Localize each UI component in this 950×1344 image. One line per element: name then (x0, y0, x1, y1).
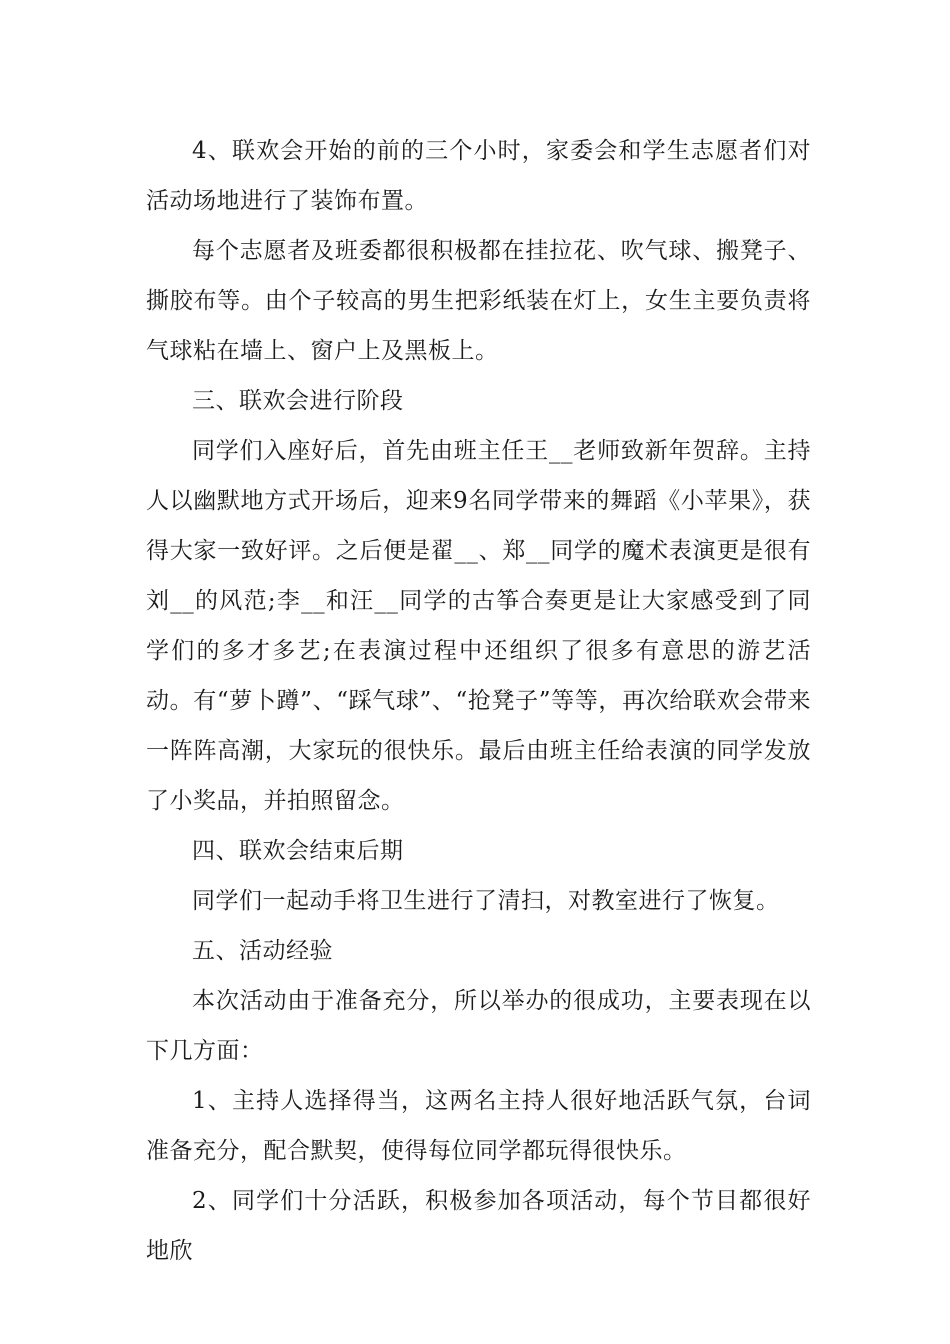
paragraph-volunteers: 每个志愿者及班委都很积极都在挂拉花、吹气球、搬凳子、撕胶布等。由个子较高的男生把彩纸装在灯上，女生主要负责将气球粘在墙上、窗户上及黑板上。 (146, 238, 811, 364)
section-heading-party-stage: 三、联欢会进行阶段 (192, 388, 404, 414)
paragraph-experience-intro: 本次活动由于准备充分，所以举办的很成功，主要表现在以下几方面： (146, 988, 811, 1064)
paragraph-decoration-setup: 4、联欢会开始的前的三个小时，家委会和学生志愿者们对活动场地进行了装饰布置。 (146, 138, 811, 214)
paragraph-point-hosts: 1、主持人选择得当，这两名主持人很好地活跃气氛，台词准备充分，配合默契，使得每位同学都玩得很快乐。 (146, 1088, 811, 1164)
section-heading-after-party: 四、联欢会结束后期 (192, 838, 404, 864)
paragraph-point-students: 2、同学们十分活跃，积极参加各项活动，每个节目都很好地欣 (146, 1188, 811, 1264)
paragraph-cleanup: 同学们一起动手将卫生进行了清扫，对教室进行了恢复。 (192, 888, 780, 914)
document-body (146, 126, 811, 1276)
section-heading-experience: 五、活动经验 (192, 938, 333, 964)
paragraph-performances: 同学们入座好后，首先由班主任王__老师致新年贺辞。主持人以幽默地方式开场后，迎来9名同学带来的舞蹈《小苹果》，获得大家一致好评。之后便是翟__、郑__同学的魔术表演更是很有刘__的风范;李__和汪__同学的古筝合奏更是让大家感受到了同学们的多才多艺;在表演过程中还组织了很多有意思的游艺活动。有“萝卜蹲”、“踩气球”、“抢凳子”等等，再次给联欢会带来一阵阵高潮，大家玩的很快乐。最后由班主任给表演的同学发放了小奖品，并拍照留念。 (146, 438, 811, 814)
